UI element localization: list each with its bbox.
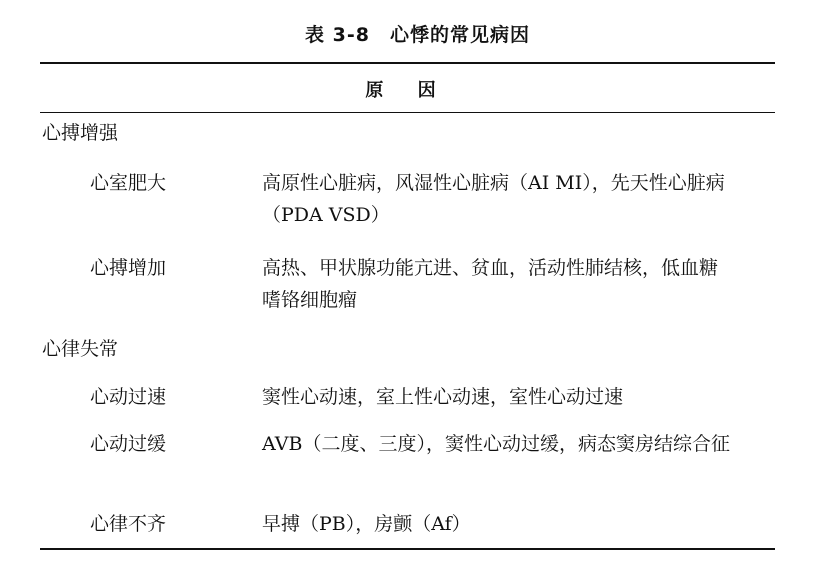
header-rule [40,112,775,113]
cause-name: 心搏增加 [90,257,167,279]
cause-description: 高热、甲状腺功能亢进、贫血，活动性肺结核，低血糖嗜铬细胞瘤 [262,257,719,311]
cause-name: 心室肥大 [90,172,167,194]
category-label: 心律失常 [42,338,119,360]
column-header: 原 因 [365,80,450,101]
top-rule [40,62,775,64]
cause-description: 窦性心动速，室上性心动速，室性心动过速 [262,386,624,408]
cause-description: 早搏（PB），房颤（Af） [262,513,471,535]
table-caption: 表 3-8 心悸的常见病因 [305,24,530,46]
bottom-rule [40,548,775,550]
cause-name: 心动过速 [90,386,167,408]
cause-description: 高原性心脏病，风湿性心脏病（AI MI），先天性心脏病（PDA VSD） [262,172,725,226]
category-label: 心搏增强 [42,122,119,144]
cause-description: AVB（二度、三度），窦性心动过缓，病态窦房结综合征 [262,433,730,455]
cause-name: 心动过缓 [90,433,167,455]
cause-name: 心律不齐 [90,513,167,535]
